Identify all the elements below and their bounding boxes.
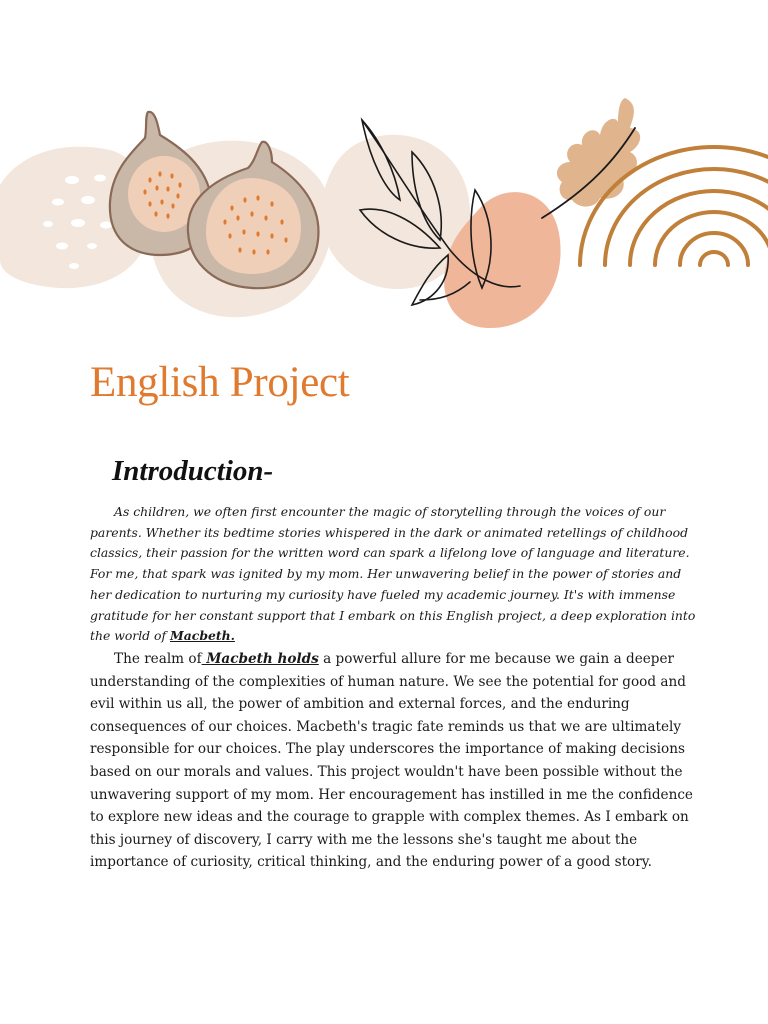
oak-leaf-icon	[542, 98, 640, 218]
paragraph-text: As children, we often first encounter the magic of storytelling through the voices of our parents. Whether its bedtime stories whispered in the dark or animated retellings of childhood classics, their passion for the written word can spark a lifelong love of language and literature. For me, that spark was ignited by my mom. Her unwavering belief in the power of stories and her dedication to nurturing my curiosity have fueled my academic journey. It's with immense gratitude for her constant support that I embark on this English project, a deep exploration into the world of	[90, 504, 696, 644]
decorative-banner	[0, 90, 768, 340]
paragraph-lead: The realm of	[114, 651, 202, 667]
paragraph-text: a powerful allure for me because we gain a deeper understanding of the complexities of human nature. We see the potential for good and evil within us all, the power of ambition and external forces, and the enduring consequences of our choices. Macbeth's tragic fate reminds us that we are ultimately responsible for our choices. The play underscores the importance of making decisions based on our morals and values. This project wouldn't have been possible without the unwavering support of my mom. Her encouragement has instilled in me the confidence to explore new ideas and the courage to grapple with complex themes. As I embark on this journey of discovery, I carry with me the lessons she's taught me about the importance of curiosity, critical thinking, and the enduring power of a good story.	[90, 651, 693, 871]
macbeth-holds-link[interactable]: Macbeth holds	[201, 651, 319, 667]
section-heading-introduction: Introduction-	[112, 455, 274, 487]
macbeth-link[interactable]: Macbeth.	[170, 628, 235, 644]
body-paragraph	[90, 648, 702, 874]
page-title: English Project	[90, 359, 350, 406]
intro-paragraph	[90, 502, 700, 647]
